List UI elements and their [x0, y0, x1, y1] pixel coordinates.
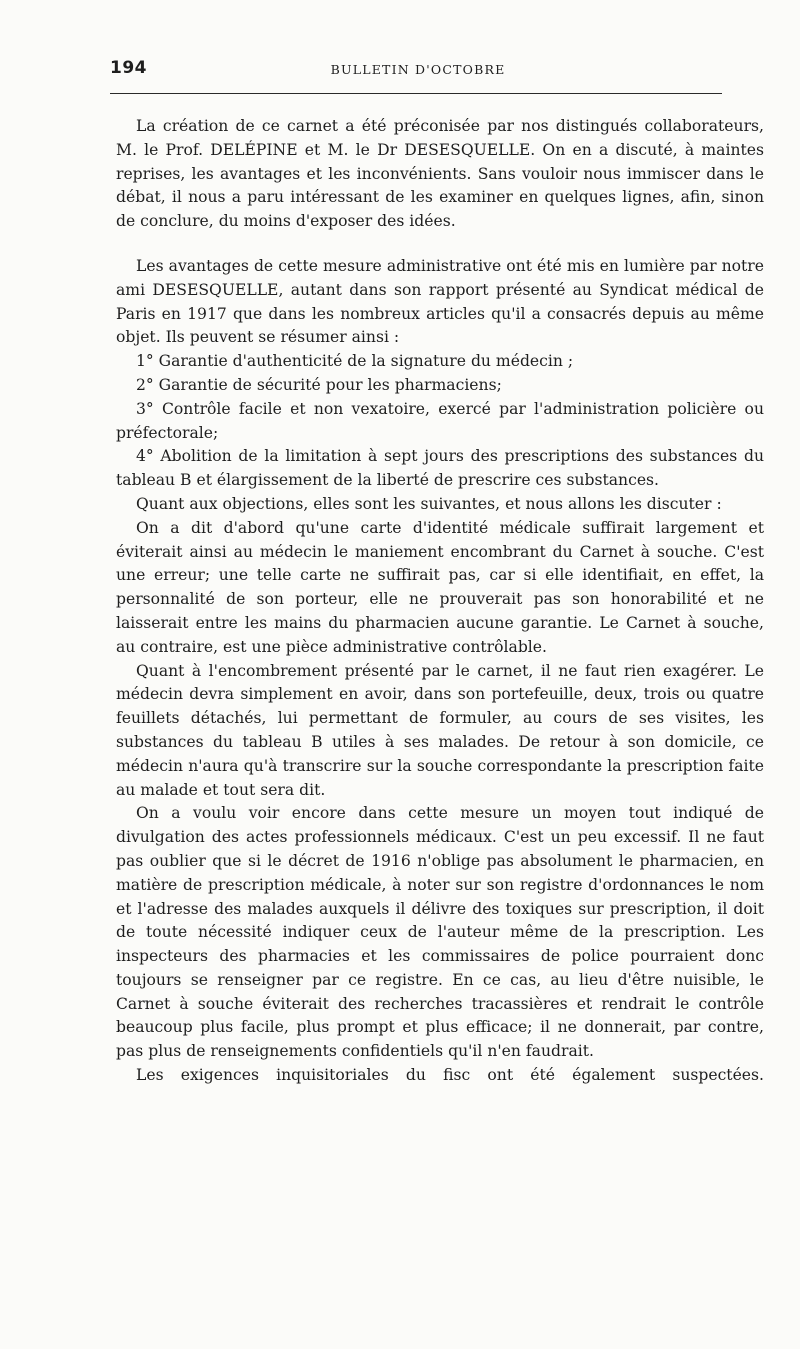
paragraph-identity-card: On a dit d'abord qu'une carte d'identité médicale suffirait largement et éviterait ainsi au médecin le maniement encombrant du Carnet à souche. C'est une erreur; une telle carte ne suffirait pas, car si elle identifiait, en effet, la personnalité de son porteur, elle ne prouverait pas son honorabilité et ne laisserait entre les mains du pharmacien aucune garantie. Le Carnet à souche, au contraire, est une pièce administrative contrôlable. — [116, 518, 764, 656]
page-number: 194 — [110, 58, 147, 78]
list-item-3: 3° Contrôle facile et non vexatoire, exercé par l'administration policière ou préfectorale; — [116, 399, 764, 442]
paragraph-encumbrance: Quant à l'encombrement présenté par le carnet, il ne faut rien exagérer. Le médecin devra simplement en avoir, dans son portefeuille, deux, trois ou quatre feuillets détachés, lui permettant de formuler, au cours de ses visites, les substances du tableau B utiles à ses malades. De retour à son domicile, ce médecin n'aura qu'à transcrire sur la souche correspondante la prescription faite au malade et tout sera dit. — [116, 661, 764, 799]
paragraph-intro: La création de ce carnet a été préconisée par nos distingués collaborateurs, M. le Prof. DELÉPINE et M. le Dr DESESQUELLE. On en a discuté, à maintes reprises, les avantages et les inconvénients. Sans vouloir nous immiscer dans le débat, il nous a paru intéressant de les examiner en quelques lignes, afin, sinon de conclure, du moins d'exposer des idées. — [116, 117, 764, 231]
running-title: BULLETIN D'OCTOBRE — [330, 62, 506, 77]
paragraph-fisc: Les exigences inquisitoriales du fisc ont été également suspectées. — [136, 1066, 764, 1085]
header-rule — [110, 93, 722, 94]
paragraph-divulgation: On a voulu voir encore dans cette mesure un moyen tout indiqué de divulgation des actes professionnels médicaux. C'est un peu excessif. Il ne faut pas oublier que si le décret de 1916 n'oblige pas absolument le pharmacien, en matière de prescription médicale, à noter sur son registre d'ordonnances le nom et l'adresse des malades auxquels il délivre des toxiques sur prescription, il doit de toute nécessité indiquer ceux de l'auteur même de la prescription. Les inspecteurs des pharmacies et les commissaires de police pourraient donc toujours se renseigner par ce registre. En ce cas, au lieu d'être nuisible, le Carnet à souche éviterait des recherches tracassières et rendrait le contrôle beaucoup plus facile, plus prompt et plus efficace; il ne donnerait, par contre, pas plus de renseignements confidentiels qu'il n'en faudrait. — [116, 804, 764, 1061]
page-header — [110, 56, 726, 86]
body-text — [116, 115, 764, 1088]
paragraph-objections: Quant aux objections, elles sont les suivantes, et nous allons les discuter : — [136, 494, 722, 513]
list-item-2: 2° Garantie de sécurité pour les pharmaciens; — [136, 375, 502, 394]
paragraph-advantages: Les avantages de cette mesure administrative ont été mis en lumière par notre ami DESESQUELLE, autant dans son rapport présenté au Syndicat médical de Paris en 1917 que dans les nombreux articles qu'il a consacrés depuis au même objet. Ils peuvent se résumer ainsi : — [116, 256, 764, 347]
list-item-1: 1° Garantie d'authenticité de la signature du médecin ; — [136, 352, 574, 371]
list-item-4: 4° Abolition de la limitation à sept jours des prescriptions des substances du tableau B et élargissement de la liberté de prescrire ces substances. — [116, 447, 764, 490]
